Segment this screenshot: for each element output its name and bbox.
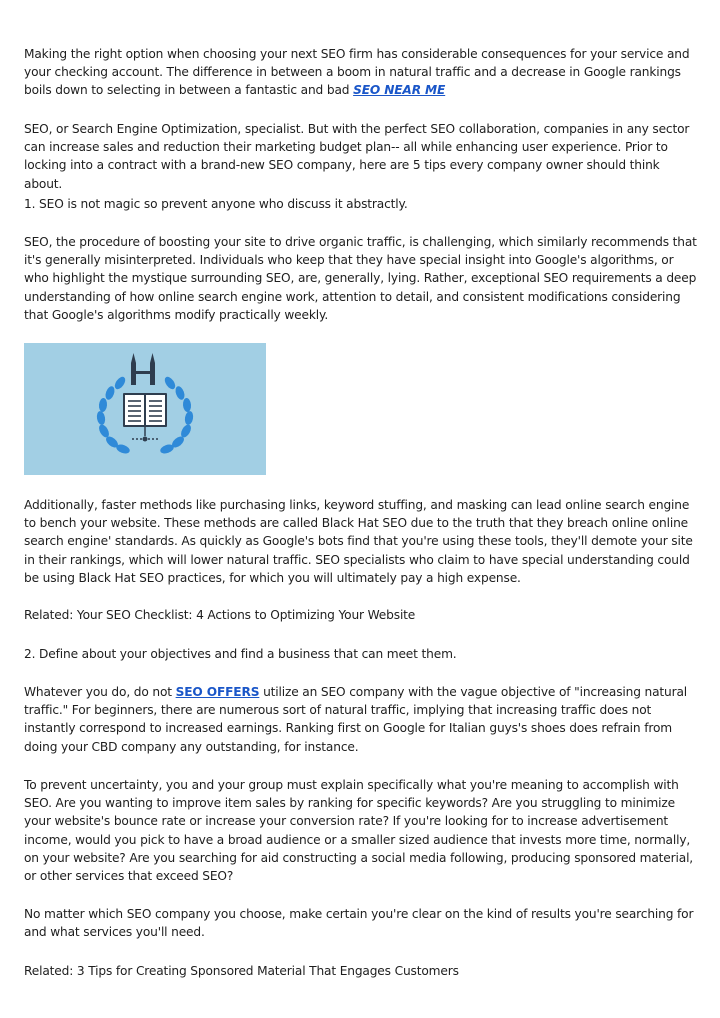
related-sponsored-material: Related: 3 Tips for Creating Sponsored Material That Engages Customers — [24, 964, 459, 978]
paragraph-objectives-rest: utilize an SEO company with the vague objective of "increasing natural traffic." For beginners, there are numerous sort of natural traffic, implying that increasing traffic does not instantly correspond to increased earnings. Ranking first on Google for Italian guys's shoes does refrain from doing your CBD company any outstanding, for instance. — [24, 685, 688, 754]
paragraph-objectives — [24, 683, 700, 756]
paragraph-objectives-lead: Whatever you do, do not — [24, 685, 176, 699]
tip-2-heading: 2. Define about your objectives and find a business that can meet them. — [24, 647, 457, 661]
paragraph-seo-definition: SEO, or Search Engine Optimization, specialist. But with the perfect SEO collaboration, companies in any sector can increase sales and reduction their marketing budget plan-- all while enhancing user experience. Prior to locking into a contract with a brand-new SEO company, here are 5 tips every company owner should think about. — [24, 122, 690, 191]
paragraph-black-hat-seo: Additionally, faster methods like purchasing links, keyword stuffing, and masking can lead online search engine to bench your website. These methods are called Black Hat SEO due to the truth that they breach online online search engine' standards. As quickly as Google's bots find that you're using these tools, they'll demote your site in their rankings, which will lower natural traffic. SEO specialists who claim to have special understanding could be using Black Hat SEO practices, for which you will ultimately pay a high expense. — [24, 498, 693, 585]
paragraph-seo-misunderstood: SEO, the procedure of boosting your site to drive organic traffic, is challenging, which similarly recommends that it's generally misinterpreted. Individuals who keep that they have special insight into Google's algorithms, or who highlight the mystique surrounding SEO, are, generally, lying. Rather, exceptional SEO requirements a deep understanding of how online search engine work, attention to detail, and consistent modifications considering that Google's algorithms modify practically weekly. — [24, 235, 697, 322]
seo-near-me-link[interactable]: SEO NEAR ME — [353, 83, 446, 98]
seo-laurel-book-icon — [24, 343, 266, 475]
paragraph-choose-company: No matter which SEO company you choose, make certain you're clear on the kind of results you're searching for and what services you'll need. — [24, 907, 694, 940]
paragraph-intro — [24, 45, 700, 100]
related-seo-checklist: Related: Your SEO Checklist: 4 Actions to Optimizing Your Website — [24, 608, 416, 622]
seo-illustration — [24, 343, 266, 475]
tip-1-heading: 1. SEO is not magic so prevent anyone who discuss it abstractly. — [24, 197, 408, 211]
seo-offers-link[interactable]: SEO OFFERS — [175, 685, 260, 699]
paragraph-intro-text: Making the right option when choosing your next SEO firm has considerable consequences for your service and your checking account. The difference in between a boom in natural traffic and a decrease in Google rankings boils down to selecting in between a fantastic and bad — [24, 47, 690, 98]
paragraph-prevent-uncertainty: To prevent uncertainty, you and your group must explain specifically what you're meaning to accomplish with SEO. Are you wanting to improve item sales by ranking for specific keywords? Are you struggling to minimize your website's bounce rate or increase your conversion rate? If you're looking for to increase advertisement income, would you pick to have a broad audience or a smaller sized audience that invests more time, normally, on your website? Are you searching for aid constructing a social media following, producing sponsored material, or other services that exceed SEO? — [24, 778, 694, 884]
